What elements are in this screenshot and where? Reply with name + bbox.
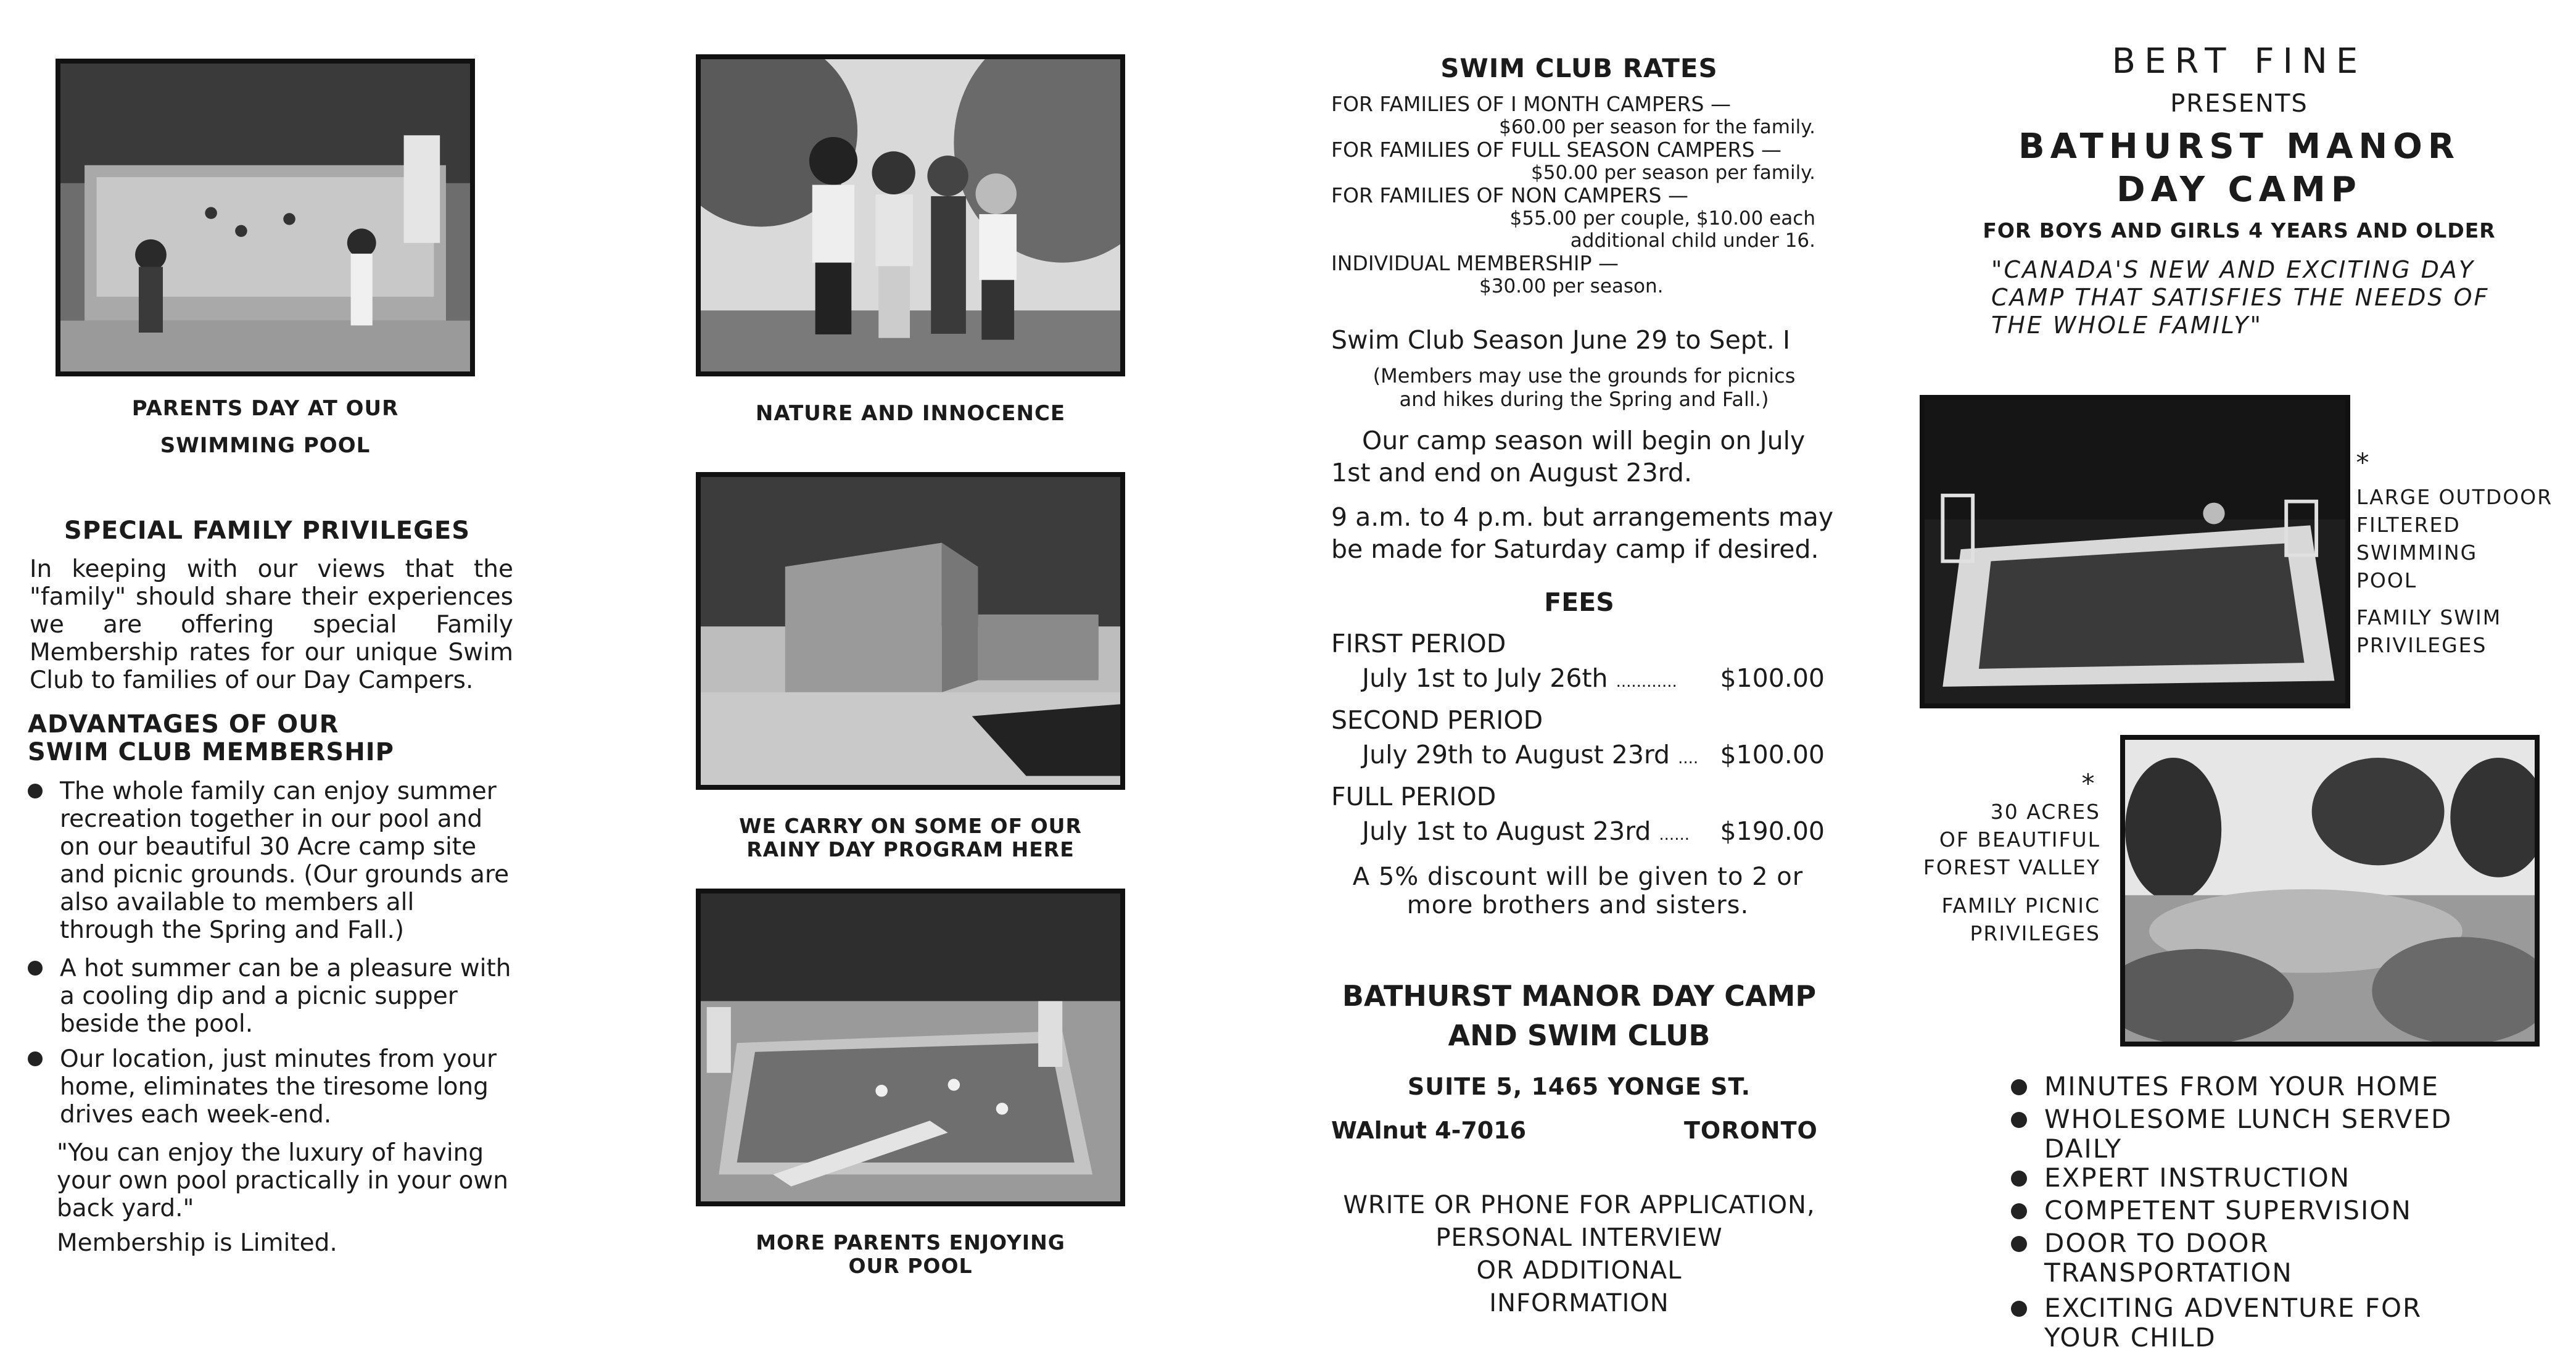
- feature-item: EXPERT INSTRUCTION: [2011, 1163, 2517, 1193]
- camp-hours: 9 a.m. to 4 p.m. but arrangements may be made for Saturday camp if desired.: [1331, 502, 1834, 564]
- bullet-icon: [2011, 1171, 2027, 1187]
- swim-season: Swim Club Season June 29 to Sept. I: [1331, 325, 1791, 355]
- swim-club-rates-list: [1331, 93, 1828, 297]
- fee-period: SECOND PERIOD: [1331, 705, 1543, 735]
- organization-name: BATHURST MANOR DAY CAMP AND SWIM CLUB: [1342, 979, 1817, 1052]
- photo-caption-rainy-day: WE CARRY ON SOME OF OUR RAINY DAY PROGRAM HERE: [739, 814, 1082, 861]
- camp-season: Our camp season will begin on July 1st and end on August 23rd.: [1331, 426, 1806, 487]
- rate-line: FOR FAMILIES OF I MONTH CAMPERS —: [1331, 92, 1731, 116]
- fee-row: [1331, 704, 1825, 781]
- photo-outdoor-pool: [1920, 395, 2350, 708]
- camp-name: BATHURST MANOR DAY CAMP: [2018, 126, 2461, 210]
- fee-price: $100.00: [1720, 740, 1825, 769]
- pool-note: LARGE OUTDOOR FILTERED SWIMMING POOL: [2356, 485, 2553, 592]
- star-icon: *: [2081, 768, 2095, 798]
- fee-dates: July 1st to July 26th ............: [1362, 663, 1677, 693]
- swim-season-note: (Members may use the grounds for picnics and hikes during the Spring and Fall.): [1373, 364, 1796, 411]
- fee-row: [1331, 781, 1825, 857]
- feature-item: DOOR TO DOOR TRANSPORTATION: [2011, 1229, 2295, 1288]
- rate-price: $60.00 per season for the family.: [1499, 116, 1815, 138]
- city: TORONTO: [1684, 1117, 1818, 1144]
- advantages-title: ADVANTAGES OF OUR SWIM CLUB MEMBERSHIP: [28, 710, 394, 766]
- presenter-name: BERT FINE: [2112, 41, 2367, 81]
- bullet-icon: [2011, 1203, 2027, 1219]
- sibling-discount: A 5% discount will be given to 2 or more brothers and sisters.: [1352, 863, 1804, 919]
- fee-price: $190.00: [1720, 816, 1825, 846]
- advantage-bullet: A hot summer can be a pleasure with a cooling dip and a picnic supper beside the pool.: [28, 955, 512, 1038]
- fee-row: [1331, 628, 1825, 704]
- photo-nature-innocence: [696, 54, 1125, 376]
- fees-table: [1331, 628, 1825, 857]
- tagline: "CANADA'S NEW AND EXCITING DAY CAMP THAT SATISFIES THE NEEDS OF THE WHOLE FAMILY": [1991, 256, 2490, 339]
- photo-caption-parents-day: PARENTS DAY AT OUR SWIMMING POOL: [131, 396, 399, 458]
- backyard-quote: "You can enjoy the luxury of having your own pool practically in your own back yard.": [57, 1139, 508, 1222]
- swim-club-rates-title: SWIM CLUB RATES: [1440, 53, 1718, 83]
- privileges-title: SPECIAL FAMILY PRIVILEGES: [64, 516, 471, 545]
- bullet-icon: [28, 1051, 43, 1066]
- membership-limited: Membership is Limited.: [57, 1229, 337, 1257]
- feature-item: COMPETENT SUPERVISION: [2011, 1196, 2517, 1225]
- fees-title: FEES: [1544, 587, 1614, 617]
- swim-privileges-note: FAMILY SWIM PRIVILEGES: [2356, 605, 2502, 657]
- feature-item: WHOLESOME LUNCH SERVED DAILY: [2011, 1105, 2480, 1164]
- address: SUITE 5, 1465 YONGE ST.: [1407, 1073, 1751, 1100]
- fee-dates: July 1st to August 23rd ......: [1362, 816, 1690, 846]
- bullet-icon: [28, 961, 43, 976]
- photo-more-parents-pool: [696, 889, 1125, 1206]
- feature-item: MINUTES FROM YOUR HOME: [2011, 1072, 2517, 1101]
- photo-parents-day-pool: [56, 59, 475, 376]
- bullet-icon: [28, 784, 43, 798]
- phone-number: WAlnut 4-7016: [1331, 1117, 1527, 1144]
- fee-period: FIRST PERIOD: [1331, 629, 1506, 658]
- bullet-icon: [2011, 1236, 2027, 1252]
- age-range: FOR BOYS AND GIRLS 4 YEARS AND OLDER: [1983, 218, 2496, 243]
- rate-line: FOR FAMILIES OF NON CAMPERS —: [1331, 183, 1688, 207]
- photo-rainy-day-building: [696, 472, 1125, 790]
- advantage-bullet: Our location, just minutes from your home, eliminates the tiresome long drives each week-end.: [28, 1045, 512, 1129]
- star-icon: *: [2356, 447, 2369, 478]
- fee-period: FULL PERIOD: [1331, 782, 1496, 811]
- bullet-icon: [2011, 1301, 2027, 1317]
- advantage-bullet: The whole family can enjoy summer recreation together in our pool and on our beautiful 30 Acre camp site and picnic grounds. (Our grounds are also available to members all through the Spring and Fall.): [28, 777, 512, 944]
- photo-caption-more-parents: MORE PARENTS ENJOYING OUR POOL: [756, 1230, 1065, 1278]
- picnic-privileges-note: FAMILY PICNIC PRIVILEGES: [1941, 893, 2100, 945]
- rate-price: additional child under 16.: [1570, 230, 1815, 252]
- fee-price: $100.00: [1720, 663, 1825, 693]
- presents: PRESENTS: [2170, 89, 2308, 118]
- rate-line: FOR FAMILIES OF FULL SEASON CAMPERS —: [1331, 138, 1782, 162]
- feature-item: EXCITING ADVENTURE FOR YOUR CHILD: [2011, 1293, 2430, 1353]
- photo-forest-valley: [2120, 735, 2540, 1047]
- application-info: WRITE OR PHONE FOR APPLICATION, PERSONAL INTERVIEW OR ADDITIONAL INFORMATION: [1343, 1191, 1815, 1317]
- photo-caption-nature: NATURE AND INNOCENCE: [755, 401, 1066, 426]
- acres-note: 30 ACRES OF BEAUTIFUL FOREST VALLEY: [1923, 800, 2100, 879]
- fee-dates: July 29th to August 23rd ....: [1362, 740, 1699, 769]
- rate-line: INDIVIDUAL MEMBERSHIP —: [1331, 251, 1619, 275]
- privileges-text: In keeping with our views that the "family" should share their experiences we are offering special Family Membership rates for our unique Swim Club to families of our Day Campers.: [30, 555, 513, 694]
- bullet-icon: [2011, 1079, 2027, 1095]
- bullet-icon: [2011, 1112, 2027, 1128]
- rate-price: $30.00 per season.: [1479, 275, 1664, 297]
- rate-price: $50.00 per season per family.: [1531, 162, 1815, 184]
- rate-price: $55.00 per couple, $10.00 each: [1509, 207, 1815, 230]
